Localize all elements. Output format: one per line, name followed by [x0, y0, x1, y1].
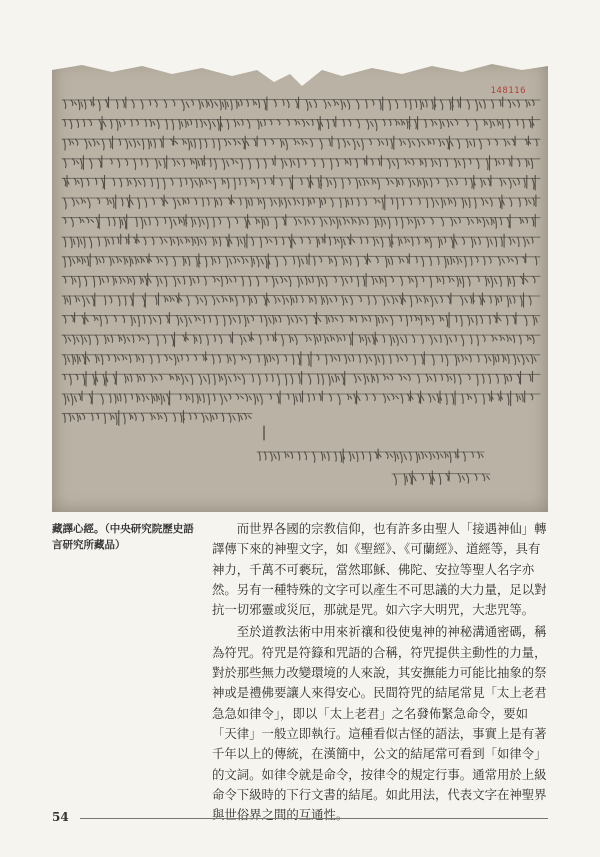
figure-caption: 藏譯心經。（中央研究院歷史語言研究所藏品）: [52, 523, 194, 551]
paragraph-2: 至於道教法術中用來祈禳和役使鬼神的神秘溝通密碼，稱為符咒。符咒是符籙和咒語的合稱，符咒提供主動性的力量，對於那些無力改變環境的人來說，其安撫能力可能比抽象的祭神或是禮佛要讓人來得安心。民間符咒的結尾常見「太上老君急急如律令」，即以「太上老君」之名發佈緊急命令，要如「天律」一般立即執行。這種看似古怪的語法，事實上是有著千年以上的傳統，在漢簡中，公文的結尾常可看到「如律令」的文詞。如律令就是命令，按律令的規定行事。通常用於上級命令下級時的下行文書的結尾。如此用法，代表文字在神聖界與世俗界之間的互通性。: [212, 624, 547, 823]
tibetan-script-lines: [52, 60, 548, 512]
folio-number: 148116: [490, 86, 526, 96]
tibetan-manuscript-image: [52, 60, 548, 512]
page-number: 54: [52, 810, 69, 824]
footer-rule: [80, 818, 548, 819]
paragraph-1: 而世界各國的宗教信仰，也有許多由聖人「接遇神仙」轉譯傳下來的神聖文字，如《聖經》、《可蘭經》、道經等，具有神力，千萬不可褻玩，當然耶穌、佛陀、安拉等聖人名字亦然。另有一種特殊的文字可以產生不可思議的大力量，足以對抗一切邪靈或災厄，那就是咒。如六字大明咒，大悲咒等。: [212, 521, 547, 618]
article-body: [212, 519, 548, 825]
